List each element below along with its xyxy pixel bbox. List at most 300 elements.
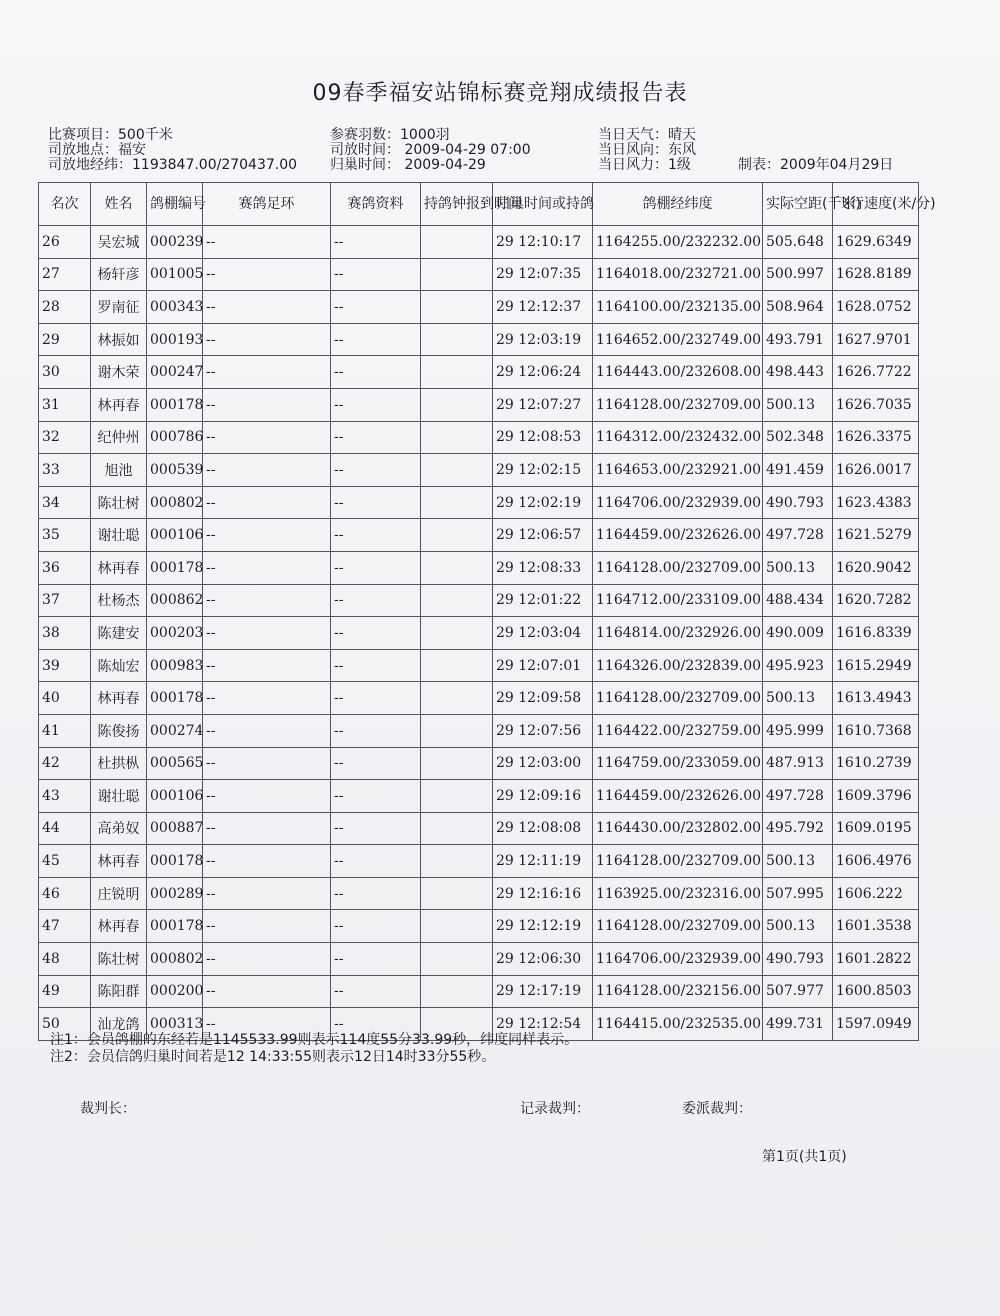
cell-arrival: 29 12:08:08 [493, 812, 593, 845]
cell-speed: 1629.6349 [833, 226, 919, 259]
cell-distance: 498.443 [763, 356, 833, 389]
cell-speed: 1627.9701 [833, 323, 919, 356]
cell-coords: 1164128.00/232156.00 [593, 975, 763, 1008]
cell-rank: 32 [39, 421, 91, 454]
cell-clock-time [421, 421, 493, 454]
cell-name: 陈俊扬 [91, 714, 147, 747]
cell-clock-time [421, 747, 493, 780]
cell-speed: 1626.3375 [833, 421, 919, 454]
cell-coords: 1164128.00/232709.00 [593, 845, 763, 878]
cell-coords: 1164814.00/232926.00 [593, 617, 763, 650]
cell-name: 旭池 [91, 454, 147, 487]
cell-arrival: 29 12:06:24 [493, 356, 593, 389]
cell-info: -- [331, 910, 421, 943]
cell-coords: 1164326.00/232839.00 [593, 649, 763, 682]
cell-speed: 1616.8339 [833, 617, 919, 650]
cell-loft-no: 000887 [147, 812, 203, 845]
cell-coords: 1164652.00/232749.00 [593, 323, 763, 356]
cell-loft-no: 001005 [147, 258, 203, 291]
cell-loft-no: 000239 [147, 226, 203, 259]
cell-distance: 487.913 [763, 747, 833, 780]
cell-info: -- [331, 714, 421, 747]
cell-speed: 1606.4976 [833, 845, 919, 878]
table-row [39, 226, 919, 259]
cell-distance: 495.792 [763, 812, 833, 845]
cell-distance: 507.995 [763, 877, 833, 910]
cell-speed: 1597.0949 [833, 1008, 919, 1041]
cell-name: 汕龙鸽 [91, 1008, 147, 1041]
cell-distance: 497.728 [763, 780, 833, 813]
cell-loft-no: 000178 [147, 388, 203, 421]
cell-loft-no: 000289 [147, 877, 203, 910]
cell-distance: 495.999 [763, 714, 833, 747]
cell-info: -- [331, 845, 421, 878]
cell-coords: 1164706.00/232939.00 [593, 943, 763, 976]
cell-coords: 1163925.00/232316.00 [593, 877, 763, 910]
cell-name: 林再春 [91, 845, 147, 878]
cell-ring: -- [203, 975, 331, 1008]
cell-info: -- [331, 812, 421, 845]
cell-distance: 490.009 [763, 617, 833, 650]
cell-info: -- [331, 388, 421, 421]
cell-coords: 1164100.00/232135.00 [593, 291, 763, 324]
cell-ring: -- [203, 682, 331, 715]
cell-distance: 500.13 [763, 910, 833, 943]
cell-arrival: 29 12:09:16 [493, 780, 593, 813]
cell-name: 谢壮聪 [91, 780, 147, 813]
cell-rank: 41 [39, 714, 91, 747]
cell-name: 谢木荣 [91, 356, 147, 389]
cell-speed: 1628.0752 [833, 291, 919, 324]
header-loft-no: 鸽棚编号 [147, 183, 203, 226]
cell-speed: 1626.7035 [833, 388, 919, 421]
header-coords: 鸽棚经纬度 [593, 183, 763, 226]
cell-info: -- [331, 877, 421, 910]
table-row [39, 845, 919, 878]
table-row [39, 714, 919, 747]
cell-arrival: 29 12:17:19 [493, 975, 593, 1008]
cell-rank: 48 [39, 943, 91, 976]
cell-rank: 33 [39, 454, 91, 487]
cell-arrival: 29 12:08:33 [493, 551, 593, 584]
cell-arrival: 29 12:08:53 [493, 421, 593, 454]
cell-info: -- [331, 226, 421, 259]
cell-name: 谢壮聪 [91, 519, 147, 552]
cell-info: -- [331, 975, 421, 1008]
table-row [39, 323, 919, 356]
cell-ring: -- [203, 388, 331, 421]
cell-loft-no: 000200 [147, 975, 203, 1008]
cell-speed: 1615.2949 [833, 649, 919, 682]
cell-ring: -- [203, 910, 331, 943]
cell-ring: -- [203, 486, 331, 519]
cell-clock-time [421, 617, 493, 650]
cell-clock-time [421, 943, 493, 976]
cell-distance: 500.13 [763, 682, 833, 715]
cell-ring: -- [203, 617, 331, 650]
cell-info: -- [331, 780, 421, 813]
cell-info: -- [331, 682, 421, 715]
info-col-2 [330, 128, 531, 173]
record-judge-label: 记录裁判： [520, 1101, 590, 1117]
cell-info: -- [331, 421, 421, 454]
cell-arrival: 29 12:03:19 [493, 323, 593, 356]
table-row [39, 291, 919, 324]
header-ring: 赛鸽足环 [203, 183, 331, 226]
cell-clock-time [421, 356, 493, 389]
cell-rank: 39 [39, 649, 91, 682]
table-row [39, 421, 919, 454]
cell-clock-time [421, 454, 493, 487]
cell-coords: 1164128.00/232709.00 [593, 910, 763, 943]
cell-name: 陈壮树 [91, 943, 147, 976]
cell-distance: 488.434 [763, 584, 833, 617]
cell-loft-no: 000802 [147, 486, 203, 519]
cell-info: -- [331, 649, 421, 682]
cell-clock-time [421, 258, 493, 291]
cell-ring: -- [203, 291, 331, 324]
cell-clock-time [421, 323, 493, 356]
cell-speed: 1613.4943 [833, 682, 919, 715]
table-row [39, 747, 919, 780]
cell-coords: 1164312.00/232432.00 [593, 421, 763, 454]
cell-loft-no: 000193 [147, 323, 203, 356]
table-row [39, 649, 919, 682]
report-title: 09春季福安站锦标赛竞翔成绩报告表 [312, 81, 688, 106]
cell-ring: -- [203, 1008, 331, 1041]
cell-name: 杨轩彦 [91, 258, 147, 291]
cell-rank: 26 [39, 226, 91, 259]
cell-name: 林再春 [91, 388, 147, 421]
cell-speed: 1610.7368 [833, 714, 919, 747]
cell-name: 林再春 [91, 682, 147, 715]
table-row [39, 551, 919, 584]
cell-speed: 1621.5279 [833, 519, 919, 552]
cell-loft-no: 000274 [147, 714, 203, 747]
results-table [38, 182, 936, 1041]
cell-clock-time [421, 812, 493, 845]
cell-ring: -- [203, 780, 331, 813]
cell-info: -- [331, 486, 421, 519]
cell-speed: 1609.0195 [833, 812, 919, 845]
notes [50, 1032, 578, 1066]
cell-rank: 36 [39, 551, 91, 584]
cell-name: 陈灿宏 [91, 649, 147, 682]
cell-arrival: 29 12:10:17 [493, 226, 593, 259]
table-row [39, 388, 919, 421]
cell-ring: -- [203, 421, 331, 454]
cell-loft-no: 000983 [147, 649, 203, 682]
cell-rank: 46 [39, 877, 91, 910]
cell-info: -- [331, 584, 421, 617]
cell-arrival: 29 12:16:16 [493, 877, 593, 910]
cell-distance: 499.731 [763, 1008, 833, 1041]
cell-clock-time [421, 388, 493, 421]
table-row [39, 258, 919, 291]
cell-clock-time [421, 486, 493, 519]
cell-clock-time [421, 845, 493, 878]
cell-distance: 493.791 [763, 323, 833, 356]
cell-info: -- [331, 747, 421, 780]
cell-rank: 37 [39, 584, 91, 617]
cell-speed: 1620.7282 [833, 584, 919, 617]
cell-clock-time [421, 551, 493, 584]
cell-arrival: 29 12:02:15 [493, 454, 593, 487]
cell-rank: 27 [39, 258, 91, 291]
cell-info: -- [331, 1008, 421, 1041]
cell-info: -- [331, 454, 421, 487]
cell-info: -- [331, 258, 421, 291]
cell-ring: -- [203, 454, 331, 487]
cell-loft-no: 000178 [147, 682, 203, 715]
cell-loft-no: 000313 [147, 1008, 203, 1041]
cell-speed: 1601.2822 [833, 943, 919, 976]
cell-clock-time [421, 682, 493, 715]
cell-ring: -- [203, 747, 331, 780]
cell-info: -- [331, 943, 421, 976]
cell-ring: -- [203, 845, 331, 878]
cell-rank: 29 [39, 323, 91, 356]
cell-speed: 1628.8189 [833, 258, 919, 291]
table-row [39, 780, 919, 813]
cell-coords: 1164128.00/232709.00 [593, 682, 763, 715]
cell-ring: -- [203, 943, 331, 976]
cell-name: 陈壮树 [91, 486, 147, 519]
cell-loft-no: 000539 [147, 454, 203, 487]
table-row [39, 812, 919, 845]
cell-arrival: 29 12:06:57 [493, 519, 593, 552]
cell-speed: 1626.7722 [833, 356, 919, 389]
cell-name: 杜拱枞 [91, 747, 147, 780]
cell-clock-time [421, 877, 493, 910]
cell-name: 吴宏城 [91, 226, 147, 259]
wind-direction: 当日风向：东风 [598, 142, 696, 158]
cell-ring: -- [203, 323, 331, 356]
cell-loft-no: 000247 [147, 356, 203, 389]
cell-rank: 50 [39, 1008, 91, 1041]
cell-distance: 495.923 [763, 649, 833, 682]
cell-ring: -- [203, 584, 331, 617]
cell-name: 林再春 [91, 551, 147, 584]
cell-coords: 1164415.00/232535.00 [593, 1008, 763, 1041]
cell-distance: 500.13 [763, 388, 833, 421]
cell-name: 林振如 [91, 323, 147, 356]
cell-rank: 35 [39, 519, 91, 552]
race-project: 比赛项目：500千米 [48, 127, 173, 143]
table-row [39, 975, 919, 1008]
cell-clock-time [421, 519, 493, 552]
cell-distance: 507.977 [763, 975, 833, 1008]
cell-ring: -- [203, 258, 331, 291]
cell-distance: 502.348 [763, 421, 833, 454]
appointed-judge-label: 委派裁判： [682, 1101, 752, 1117]
wind-force: 当日风力：1级 [598, 157, 691, 173]
note-1: 注1：会员鸽棚的东经若是1145533.99则表示114度55分33.99秒，纬度同样表示。 [50, 1032, 579, 1048]
cell-arrival: 29 12:11:19 [493, 845, 593, 878]
cell-arrival: 29 12:02:19 [493, 486, 593, 519]
cell-speed: 1609.3796 [833, 780, 919, 813]
info-col-3 [598, 128, 696, 173]
cell-coords: 1164422.00/232759.00 [593, 714, 763, 747]
table-row [39, 943, 919, 976]
cell-coords: 1164443.00/232608.00 [593, 356, 763, 389]
cell-name: 高弟奴 [91, 812, 147, 845]
cell-ring: -- [203, 714, 331, 747]
cell-clock-time [421, 975, 493, 1008]
cell-info: -- [331, 323, 421, 356]
header-rank: 名次 [39, 183, 91, 226]
cell-ring: -- [203, 812, 331, 845]
cell-arrival: 29 12:09:58 [493, 682, 593, 715]
cell-speed: 1600.8503 [833, 975, 919, 1008]
cell-clock-time [421, 584, 493, 617]
cell-rank: 42 [39, 747, 91, 780]
header-name: 姓名 [91, 183, 147, 226]
cell-loft-no: 000786 [147, 421, 203, 454]
cell-rank: 31 [39, 388, 91, 421]
cell-speed: 1623.4383 [833, 486, 919, 519]
info-col-1 [48, 128, 297, 173]
cell-arrival: 29 12:06:30 [493, 943, 593, 976]
release-coords: 司放地经纬：1193847.00/270437.00 [48, 157, 298, 173]
cell-coords: 1164018.00/232721.00 [593, 258, 763, 291]
cell-ring: -- [203, 649, 331, 682]
table-row [39, 584, 919, 617]
cell-rank: 38 [39, 617, 91, 650]
cell-clock-time [421, 780, 493, 813]
cell-loft-no: 000178 [147, 551, 203, 584]
header-distance: 实际空距(千米) [763, 183, 833, 226]
cell-arrival: 29 12:01:22 [493, 584, 593, 617]
cell-speed: 1620.9042 [833, 551, 919, 584]
cell-speed: 1626.0017 [833, 454, 919, 487]
cell-coords: 1164712.00/233109.00 [593, 584, 763, 617]
cell-loft-no: 000178 [147, 845, 203, 878]
cell-distance: 505.648 [763, 226, 833, 259]
cell-rank: 44 [39, 812, 91, 845]
header-arrival: 归巢时间或持鸽 [493, 183, 593, 226]
cell-speed: 1610.2739 [833, 747, 919, 780]
cell-name: 陈建安 [91, 617, 147, 650]
results-body [39, 226, 919, 1041]
cell-arrival: 29 12:12:54 [493, 1008, 593, 1041]
cell-distance: 490.793 [763, 943, 833, 976]
table-row [39, 910, 919, 943]
cell-distance: 490.793 [763, 486, 833, 519]
cell-rank: 30 [39, 356, 91, 389]
cell-coords: 1164128.00/232709.00 [593, 388, 763, 421]
cell-distance: 500.13 [763, 551, 833, 584]
return-time: 归巢时间： 2009-04-29 [330, 157, 486, 173]
cell-arrival: 29 12:03:00 [493, 747, 593, 780]
cell-ring: -- [203, 356, 331, 389]
cell-arrival: 29 12:07:01 [493, 649, 593, 682]
header-row [39, 183, 919, 226]
cell-info: -- [331, 291, 421, 324]
cell-distance: 500.997 [763, 258, 833, 291]
cell-distance: 491.459 [763, 454, 833, 487]
cell-speed: 1601.3538 [833, 910, 919, 943]
cell-name: 杜杨杰 [91, 584, 147, 617]
cell-arrival: 29 12:12:19 [493, 910, 593, 943]
cell-name: 陈阳群 [91, 975, 147, 1008]
cell-coords: 1164459.00/232626.00 [593, 519, 763, 552]
chief-judge-label: 裁判长： [80, 1101, 136, 1117]
cell-rank: 45 [39, 845, 91, 878]
cell-coords: 1164759.00/233059.00 [593, 747, 763, 780]
cell-arrival: 29 12:03:04 [493, 617, 593, 650]
cell-loft-no: 000178 [147, 910, 203, 943]
cell-clock-time [421, 226, 493, 259]
cell-ring: -- [203, 551, 331, 584]
cell-rank: 49 [39, 975, 91, 1008]
table-row [39, 356, 919, 389]
cell-ring: -- [203, 226, 331, 259]
cell-rank: 47 [39, 910, 91, 943]
cell-coords: 1164430.00/232802.00 [593, 812, 763, 845]
cell-coords: 1164255.00/232232.00 [593, 226, 763, 259]
cell-name: 庄锐明 [91, 877, 147, 910]
cell-coords: 1164128.00/232709.00 [593, 551, 763, 584]
cell-loft-no: 000802 [147, 943, 203, 976]
cell-loft-no: 000343 [147, 291, 203, 324]
cell-rank: 28 [39, 291, 91, 324]
cell-name: 纪仲州 [91, 421, 147, 454]
cell-info: -- [331, 356, 421, 389]
header-clock-time: 持鸽钟报到时间 [421, 183, 493, 226]
cell-speed: 1606.222 [833, 877, 919, 910]
release-time: 司放时间： 2009-04-29 07:00 [330, 142, 531, 158]
cell-distance: 500.13 [763, 845, 833, 878]
table-row [39, 682, 919, 715]
table-row [39, 519, 919, 552]
cell-name: 林再春 [91, 910, 147, 943]
note-2: 注2：会员信鸽归巢时间若是12 14:33:55则表示12日14时33分55秒。 [50, 1049, 496, 1065]
cell-loft-no: 000565 [147, 747, 203, 780]
cell-arrival: 29 12:07:56 [493, 714, 593, 747]
cell-info: -- [331, 519, 421, 552]
cell-rank: 40 [39, 682, 91, 715]
cell-clock-time [421, 714, 493, 747]
cell-ring: -- [203, 519, 331, 552]
table-row [39, 877, 919, 910]
cell-info: -- [331, 617, 421, 650]
cell-arrival: 29 12:12:37 [493, 291, 593, 324]
release-location: 司放地点：福安 [48, 142, 146, 158]
cell-coords: 1164653.00/232921.00 [593, 454, 763, 487]
cell-info: -- [331, 551, 421, 584]
weather: 当日天气：晴天 [598, 127, 696, 143]
table-row [39, 617, 919, 650]
page-number: 第1页(共1页) [762, 1149, 847, 1165]
header-speed: 飞行速度(米/分) [833, 183, 919, 226]
cell-name: 罗南征 [91, 291, 147, 324]
cell-rank: 34 [39, 486, 91, 519]
entry-count: 参赛羽数：1000羽 [330, 127, 450, 143]
cell-clock-time [421, 291, 493, 324]
cell-distance: 497.728 [763, 519, 833, 552]
cell-clock-time [421, 649, 493, 682]
header-info: 赛鸽资料 [331, 183, 421, 226]
cell-coords: 1164706.00/232939.00 [593, 486, 763, 519]
cell-coords: 1164459.00/232626.00 [593, 780, 763, 813]
cell-rank: 43 [39, 780, 91, 813]
cell-arrival: 29 12:07:27 [493, 388, 593, 421]
made-date: 制表：2009年04月29日 [738, 157, 894, 173]
cell-loft-no: 000862 [147, 584, 203, 617]
cell-clock-time [421, 910, 493, 943]
cell-loft-no: 000203 [147, 617, 203, 650]
